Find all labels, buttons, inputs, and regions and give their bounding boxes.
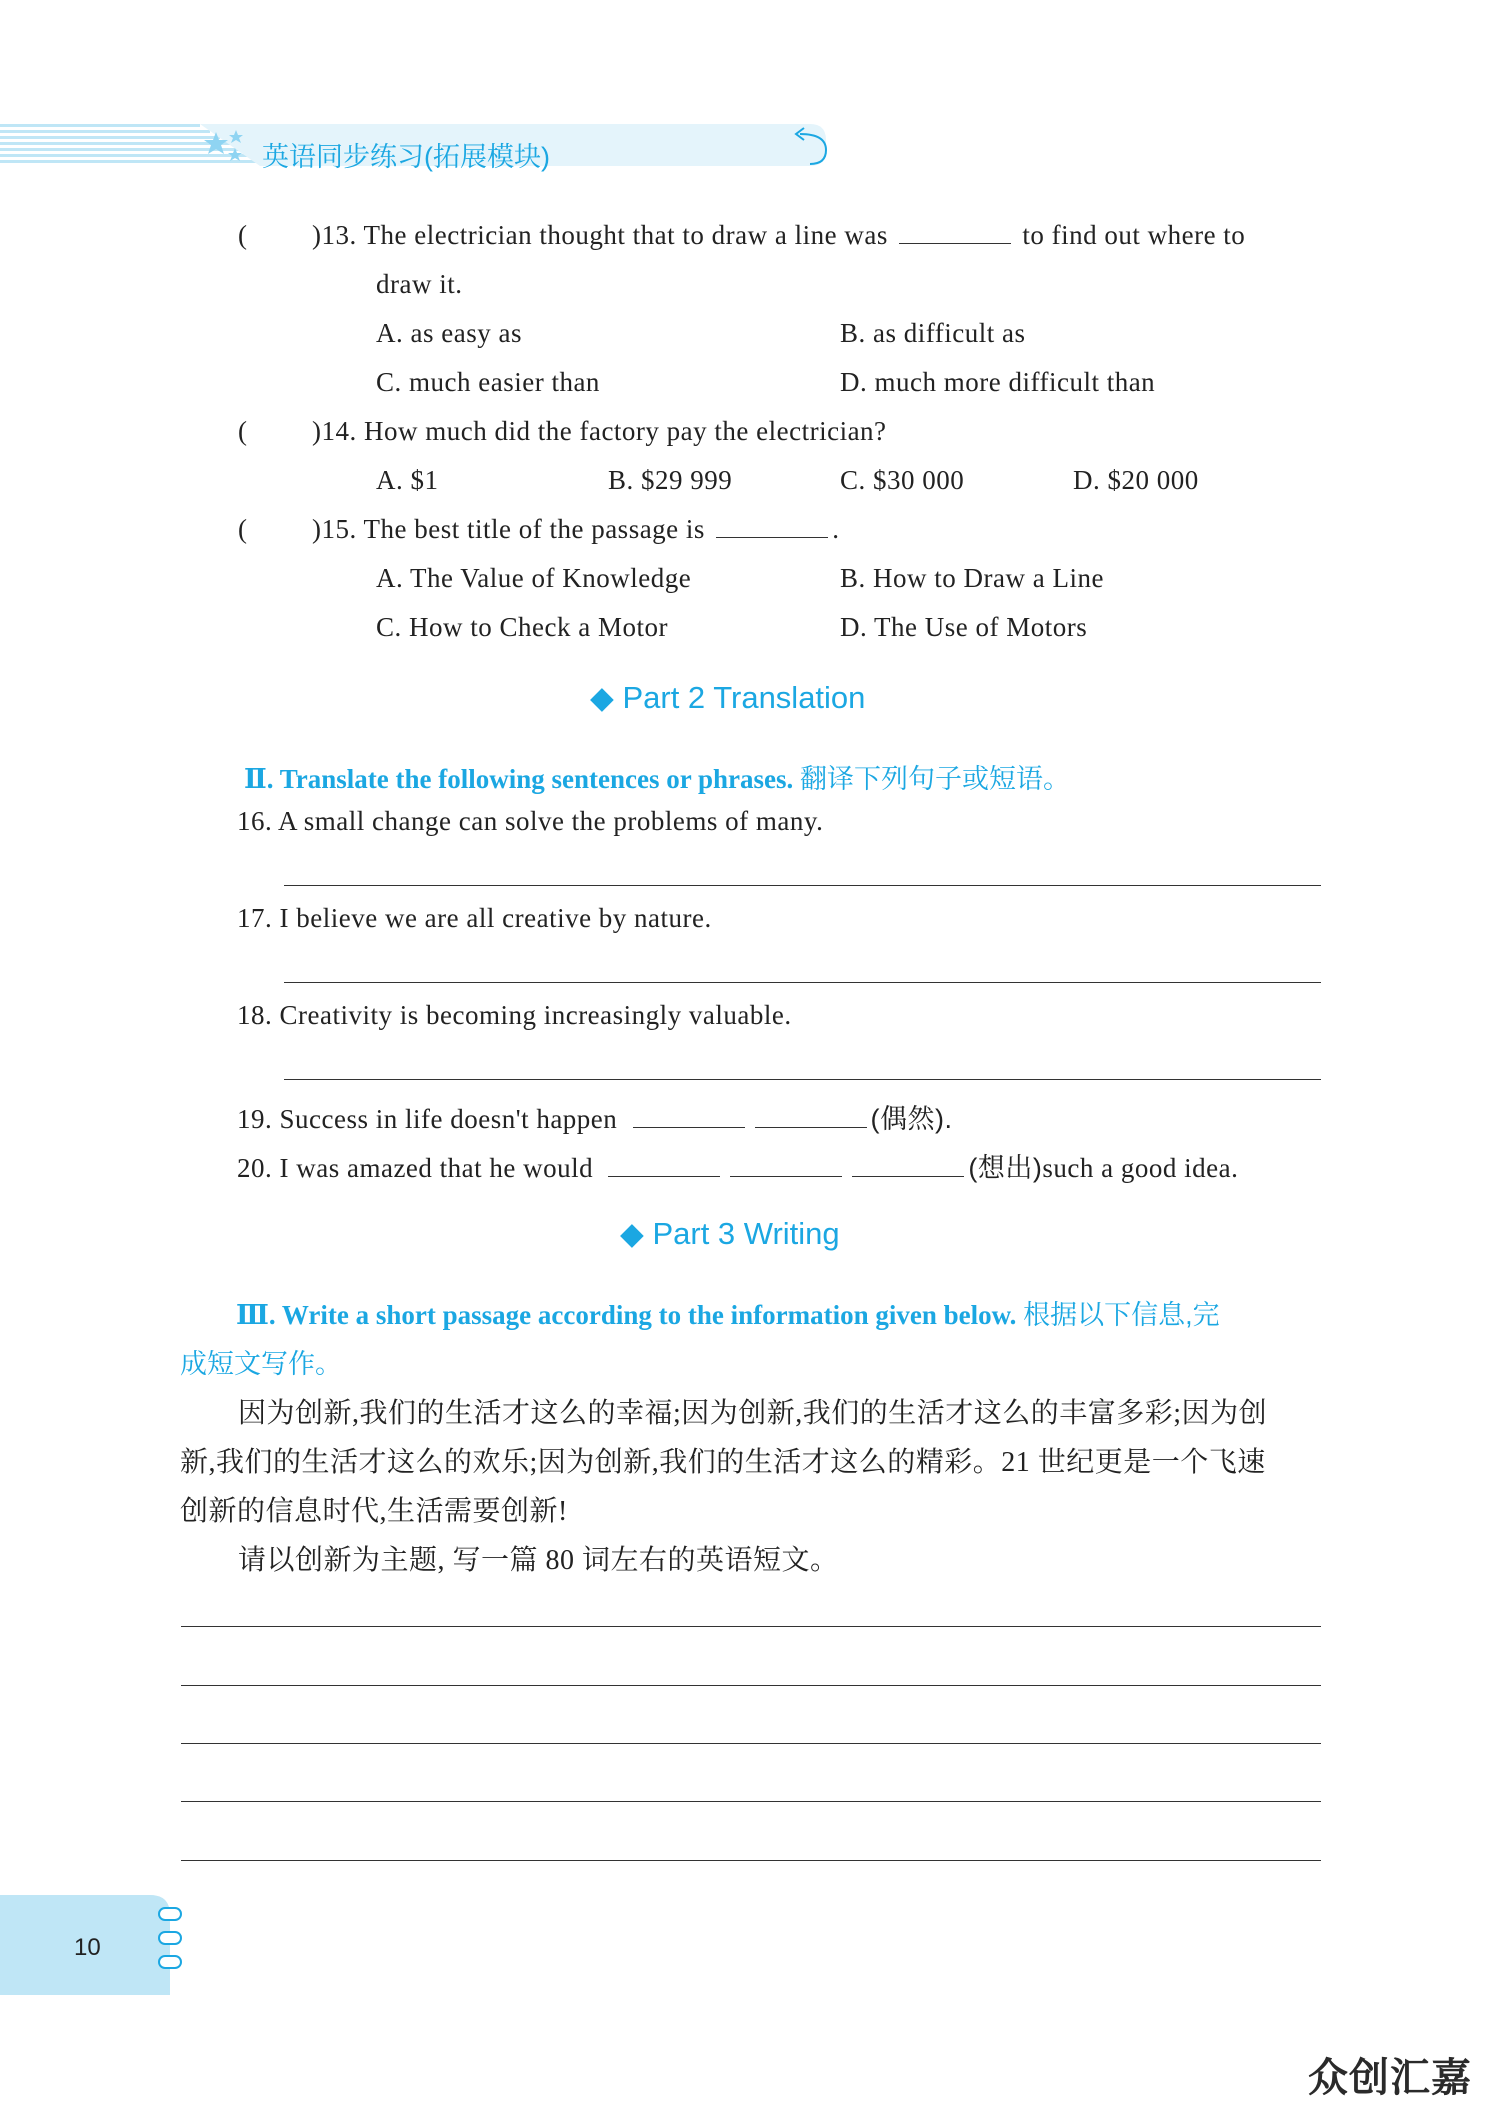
q15-option-b: B. How to Draw a Line bbox=[840, 563, 1104, 593]
binder-rings-icon bbox=[156, 1906, 186, 1982]
writing-line-3[interactable] bbox=[181, 1743, 1321, 1744]
q20-blank-3[interactable] bbox=[852, 1154, 964, 1177]
q13-stem-after: to find out where to bbox=[1022, 220, 1246, 250]
q17-text: I believe we are all creative by nature. bbox=[279, 903, 712, 933]
q19-text: Success in life doesn't happen bbox=[279, 1104, 618, 1134]
prompt-line-3: 创新的信息时代,生活需要创新! bbox=[180, 1496, 568, 1527]
q14-paren-open: ( bbox=[238, 416, 248, 446]
part2-instruction bbox=[244, 757, 1070, 796]
watermark: 众创汇嘉 bbox=[1308, 2056, 1472, 2100]
header-title: 英语同步练习(拓展模块) bbox=[262, 142, 550, 172]
q20-blank-1[interactable] bbox=[608, 1154, 720, 1177]
q20-blank-2[interactable] bbox=[730, 1154, 842, 1177]
q13-answer-blank[interactable] bbox=[899, 221, 1011, 244]
q18-number: 18. bbox=[237, 1000, 273, 1030]
q16-answer-line[interactable] bbox=[284, 885, 1321, 886]
part2-heading: ◆ Part 2 Translation bbox=[590, 680, 866, 715]
q18-answer-line[interactable] bbox=[284, 1079, 1321, 1080]
q14-option-b: B. $29 999 bbox=[608, 465, 733, 495]
q20-after: such a good idea. bbox=[1042, 1153, 1239, 1183]
part3-instruction-cn-1: 根据以下信息,完 bbox=[1023, 1300, 1220, 1330]
q15-number: 15. bbox=[321, 514, 357, 544]
q15-option-c: C. How to Check a Motor bbox=[376, 612, 668, 642]
q16 bbox=[237, 806, 823, 837]
q15-option-d: D. The Use of Motors bbox=[840, 612, 1088, 642]
q15-option-a: A. The Value of Knowledge bbox=[376, 563, 692, 593]
q15-stem bbox=[312, 514, 839, 545]
q15-answer-blank[interactable] bbox=[716, 515, 828, 538]
part3-instruction bbox=[236, 1293, 1220, 1332]
q19 bbox=[237, 1097, 953, 1136]
part3-instruction-cn-2: 成短文写作。 bbox=[180, 1349, 342, 1379]
q15-stem-after: . bbox=[832, 514, 840, 544]
q14-stem bbox=[312, 416, 887, 447]
q18 bbox=[237, 1000, 792, 1031]
q16-number: 16. bbox=[237, 806, 273, 836]
q13-option-c: C. much easier than bbox=[376, 367, 600, 397]
q20-text: I was amazed that he would bbox=[279, 1153, 594, 1183]
q13-option-b: B. as difficult as bbox=[840, 318, 1026, 348]
writing-task: 请以创新为主题, 写一篇 80 词左右的英语短文。 bbox=[238, 1545, 839, 1576]
writing-line-1[interactable] bbox=[181, 1626, 1321, 1627]
q14-stem-text: How much did the factory pay the electrician? bbox=[364, 416, 887, 446]
q20-number: 20. bbox=[237, 1153, 273, 1183]
star-icon bbox=[202, 128, 246, 168]
part3-heading: ◆ Part 3 Writing bbox=[620, 1216, 840, 1251]
q20 bbox=[237, 1146, 1238, 1185]
q15-paren-open: ( bbox=[238, 514, 248, 544]
q19-number: 19. bbox=[237, 1104, 273, 1134]
writing-line-2[interactable] bbox=[181, 1685, 1321, 1686]
q13-option-d: D. much more difficult than bbox=[840, 367, 1156, 397]
prompt-line-1: 因为创新,我们的生活才这么的幸福;因为创新,我们的生活才这么的丰富多彩;因为创 bbox=[238, 1398, 1268, 1429]
q13-option-a: A. as easy as bbox=[376, 318, 522, 348]
q19-hint: (偶然). bbox=[870, 1104, 953, 1134]
q19-blank-2[interactable] bbox=[755, 1105, 867, 1128]
part3-instruction-en: Ⅲ. Write a short passage according to the information given below. bbox=[236, 1300, 1017, 1330]
q13-stem-before: The electrician thought that to draw a line was bbox=[363, 220, 888, 250]
q17 bbox=[237, 903, 712, 934]
q14-paren-close: ) bbox=[312, 416, 322, 446]
q13-number: 13. bbox=[321, 220, 357, 250]
q13-paren-open: ( bbox=[238, 220, 248, 250]
q14-option-c: C. $30 000 bbox=[840, 465, 965, 495]
part2-instruction-cn: 翻译下列句子或短语。 bbox=[800, 764, 1070, 794]
q14-option-a: A. $1 bbox=[376, 465, 439, 495]
q13-stem bbox=[312, 220, 1245, 251]
q17-answer-line[interactable] bbox=[284, 982, 1321, 983]
q13-stem-cont: draw it. bbox=[376, 269, 463, 299]
q14-number: 14. bbox=[321, 416, 357, 446]
q19-blank-1[interactable] bbox=[633, 1105, 745, 1128]
part2-instruction-en: Ⅱ. Translate the following sentences or phrases. bbox=[244, 764, 794, 794]
q13-paren-close: ) bbox=[312, 220, 322, 250]
q16-text: A small change can solve the problems of many. bbox=[278, 806, 824, 836]
writing-line-4[interactable] bbox=[181, 1801, 1321, 1802]
q15-stem-before: The best title of the passage is bbox=[363, 514, 705, 544]
page-number: 10 bbox=[74, 1934, 101, 1961]
q14-option-d: D. $20 000 bbox=[1073, 465, 1199, 495]
q18-text: Creativity is becoming increasingly valuable. bbox=[279, 1000, 792, 1030]
q15-paren-close: ) bbox=[312, 514, 322, 544]
q20-hint: (想出) bbox=[968, 1153, 1043, 1183]
q17-number: 17. bbox=[237, 903, 273, 933]
writing-line-5[interactable] bbox=[181, 1860, 1321, 1861]
prompt-line-2: 新,我们的生活才这么的欢乐;因为创新,我们的生活才这么的精彩。21 世纪更是一个飞速 bbox=[180, 1447, 1266, 1478]
